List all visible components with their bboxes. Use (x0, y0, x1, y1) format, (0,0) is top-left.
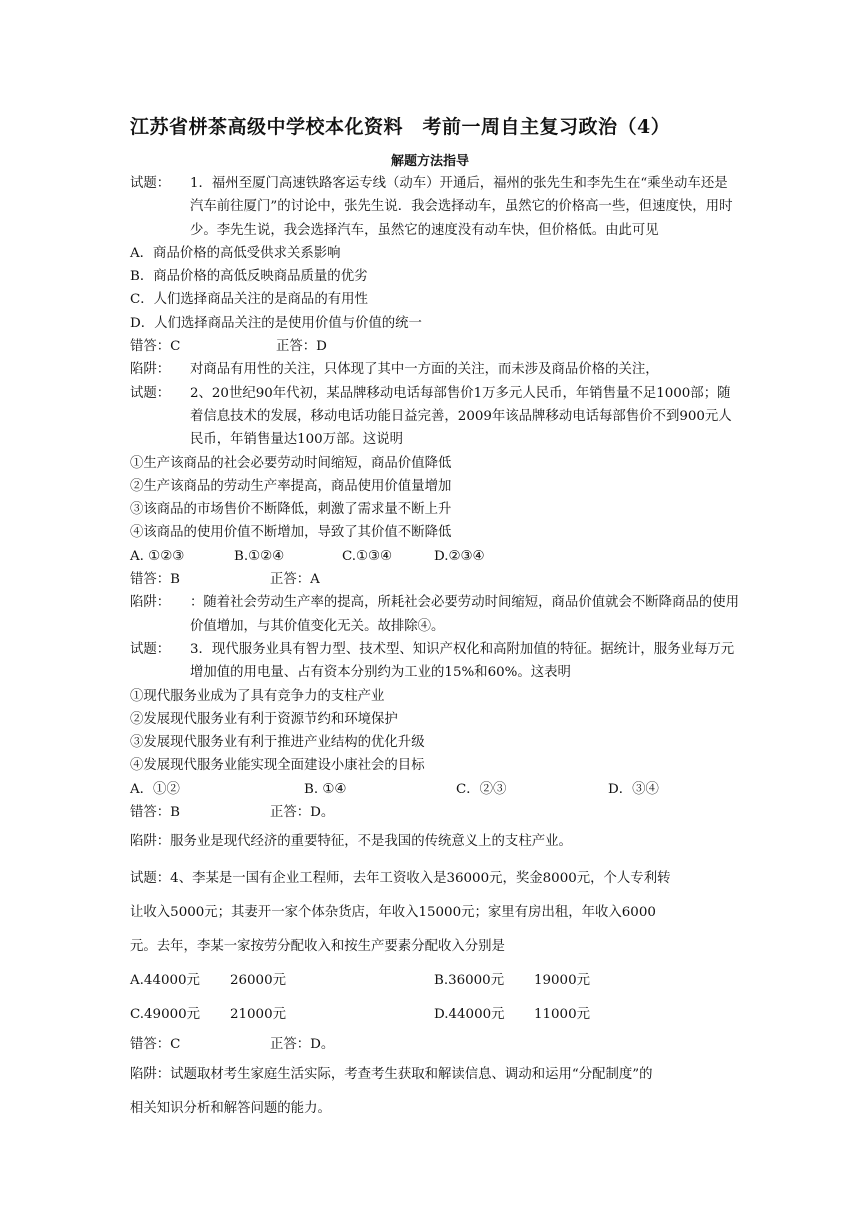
correct-answer: 正答：D (276, 339, 327, 355)
question-2-answers (130, 568, 740, 591)
question-2-item-2: ②生产该商品的劳动生产率提高，商品使用价值量增加 (130, 478, 452, 494)
question-4-trap (130, 1058, 740, 1126)
question-label: 试题： (130, 641, 171, 657)
question-3-option-a: A．①② (130, 781, 180, 797)
question-4-option-a-value-1: A.44000元 (130, 972, 200, 988)
wrong-answer: 错答：B (130, 572, 181, 588)
question-label: 试题： (130, 385, 171, 401)
question-4-block (130, 862, 740, 1032)
trap-label: 陷阱： (130, 362, 171, 378)
trap-label: 陷阱： (130, 595, 171, 611)
question-3-item-4: ④发展现代服务业能实现全面建设小康社会的目标 (130, 758, 425, 774)
question-1-trap: 陷阱： 对商品有用性的关注，只体现了其中一方面的关注，而未涉及商品价格的关注， (130, 358, 740, 381)
question-4-option-c-value-2: 21000元 (230, 1006, 286, 1022)
correct-answer: 正答：D。 (270, 1036, 335, 1052)
question-1-answers (130, 335, 740, 358)
question-4-answers (130, 1032, 740, 1058)
question-4-options-row-1 (130, 964, 740, 998)
question-4-option-d-value-2: 11000元 (534, 1006, 590, 1022)
question-3-options (130, 778, 740, 801)
question-4-stem-line-2: 让收入5000元；其妻开一家个体杂货店，年收入15000元；家里有房出租，年收入6000 (130, 904, 656, 920)
question-4-stem-line-1: 试题：4、李某是一国有企业工程师，去年工资收入是36000元，奖金8000元，个人专利转 (130, 870, 671, 886)
question-2-option-a: A. ①②③ (130, 548, 185, 564)
page-title: 江苏省栟茶高级中学校本化资料 考前一周自主复习政治（4） (130, 116, 671, 138)
question-4-option-c-value-1: C.49000元 (130, 1006, 201, 1022)
wrong-answer: 错答：C (130, 1036, 181, 1052)
question-4-trap-line-1: 陷阱：试题取材考生家庭生活实际，考查考生获取和解读信息、调动和运用“分配制度”的 (130, 1066, 653, 1082)
question-2-option-b: B.①②④ (234, 548, 285, 564)
question-2-option-d: D.②③④ (434, 548, 485, 564)
question-4-trap-line-2: 相关知识分析和解答问题的能力。 (130, 1100, 331, 1116)
wrong-answer: 错答：B (130, 805, 181, 821)
question-4-options-row-2 (130, 998, 740, 1032)
question-3-answers (130, 801, 740, 824)
question-1-option-c: C．人们选择商品关注的是商品的有用性 (130, 292, 368, 308)
question-1-stem: 试题： 1．福州至厦门高速铁路客运专线（动车）开通后，福州的张先生和李先生在“乘坐动车还是汽车前往厦门”的讨论中，张先生说．我会选择动车，虽然它的价格高一些，但速度快，用时少。李先生说，我会选择汽车，虽然它的速度没有动车快，但价格低。由此可见 (130, 172, 740, 242)
question-3-item-1: ①现代服务业成为了具有竞争力的支柱产业 (130, 688, 385, 704)
question-4-option-b-value-1: B.36000元 (434, 972, 505, 988)
question-2-stem: 试题： 2、20世纪90年代初，某品牌移动电话每部售价1万多元人民币，年销售量不足1000部；随着信息技术的发展，移动电话功能日益完善，2009年该品牌移动电话每部售价不到900元人民币，年销售量达100万部。这说明 (130, 382, 740, 452)
question-3-stem: 试题： 3．现代服务业具有智力型、技术型、知识产权化和高附加值的特征。据统计，服务业每万元增加值的用电量、占有资本分别约为工业的15%和60%。这表明 (130, 638, 740, 685)
question-3-option-d: D．③④ (608, 781, 659, 797)
correct-answer: 正答：A (270, 572, 320, 588)
question-2-item-3: ③该商品的市场售价不断降低，刺激了需求量不断上升 (130, 502, 452, 518)
question-1-option-d: D．人们选择商品关注的是使用价值与价值的统一 (130, 315, 422, 331)
question-3-trap: 陷阱：服务业是现代经济的重要特征，不是我国的传统意义上的支柱产业。 (130, 834, 572, 850)
section-subtitle: 解题方法指导 (390, 154, 469, 169)
question-2-item-1: ①生产该商品的社会必要劳动时间缩短，商品价值降低 (130, 455, 452, 471)
wrong-answer: 错答：C (130, 339, 181, 355)
question-4-option-b-value-2: 19000元 (534, 972, 590, 988)
question-2-option-c: C.①③④ (342, 548, 393, 564)
question-4-stem-line-3: 元。去年，李某一家按劳分配收入和按生产要素分配收入分别是 (130, 938, 505, 954)
question-3-item-2: ②发展现代服务业有利于资源节约和环境保护 (130, 711, 398, 727)
trap-label: 陷阱： (130, 834, 171, 850)
question-3-option-c: C．②③ (456, 781, 507, 797)
question-3-item-3: ③发展现代服务业有利于推进产业结构的优化升级 (130, 735, 425, 751)
question-label: 试题： (130, 176, 171, 191)
question-1-option-b: B．商品价格的高低反映商品质量的优劣 (130, 269, 368, 285)
document-body (130, 172, 740, 1126)
question-3-option-b: B. ①④ (304, 781, 347, 797)
correct-answer: 正答：D。 (270, 805, 335, 821)
question-4-option-d-value-1: D.44000元 (434, 1006, 505, 1022)
question-1-option-a: A．商品价格的高低受供求关系影响 (130, 245, 341, 261)
question-2-trap: 陷阱： ：随着社会劳动生产率的提高，所耗社会必要劳动时间缩短，商品价值就会不断降商品的使用价值增加，与其价值变化无关。故排除④。 (130, 591, 740, 638)
question-2-item-4: ④该商品的使用价值不断增加，导致了其价值不断降低 (130, 525, 452, 541)
question-2-options (130, 545, 740, 568)
question-4-option-a-value-2: 26000元 (230, 972, 286, 988)
